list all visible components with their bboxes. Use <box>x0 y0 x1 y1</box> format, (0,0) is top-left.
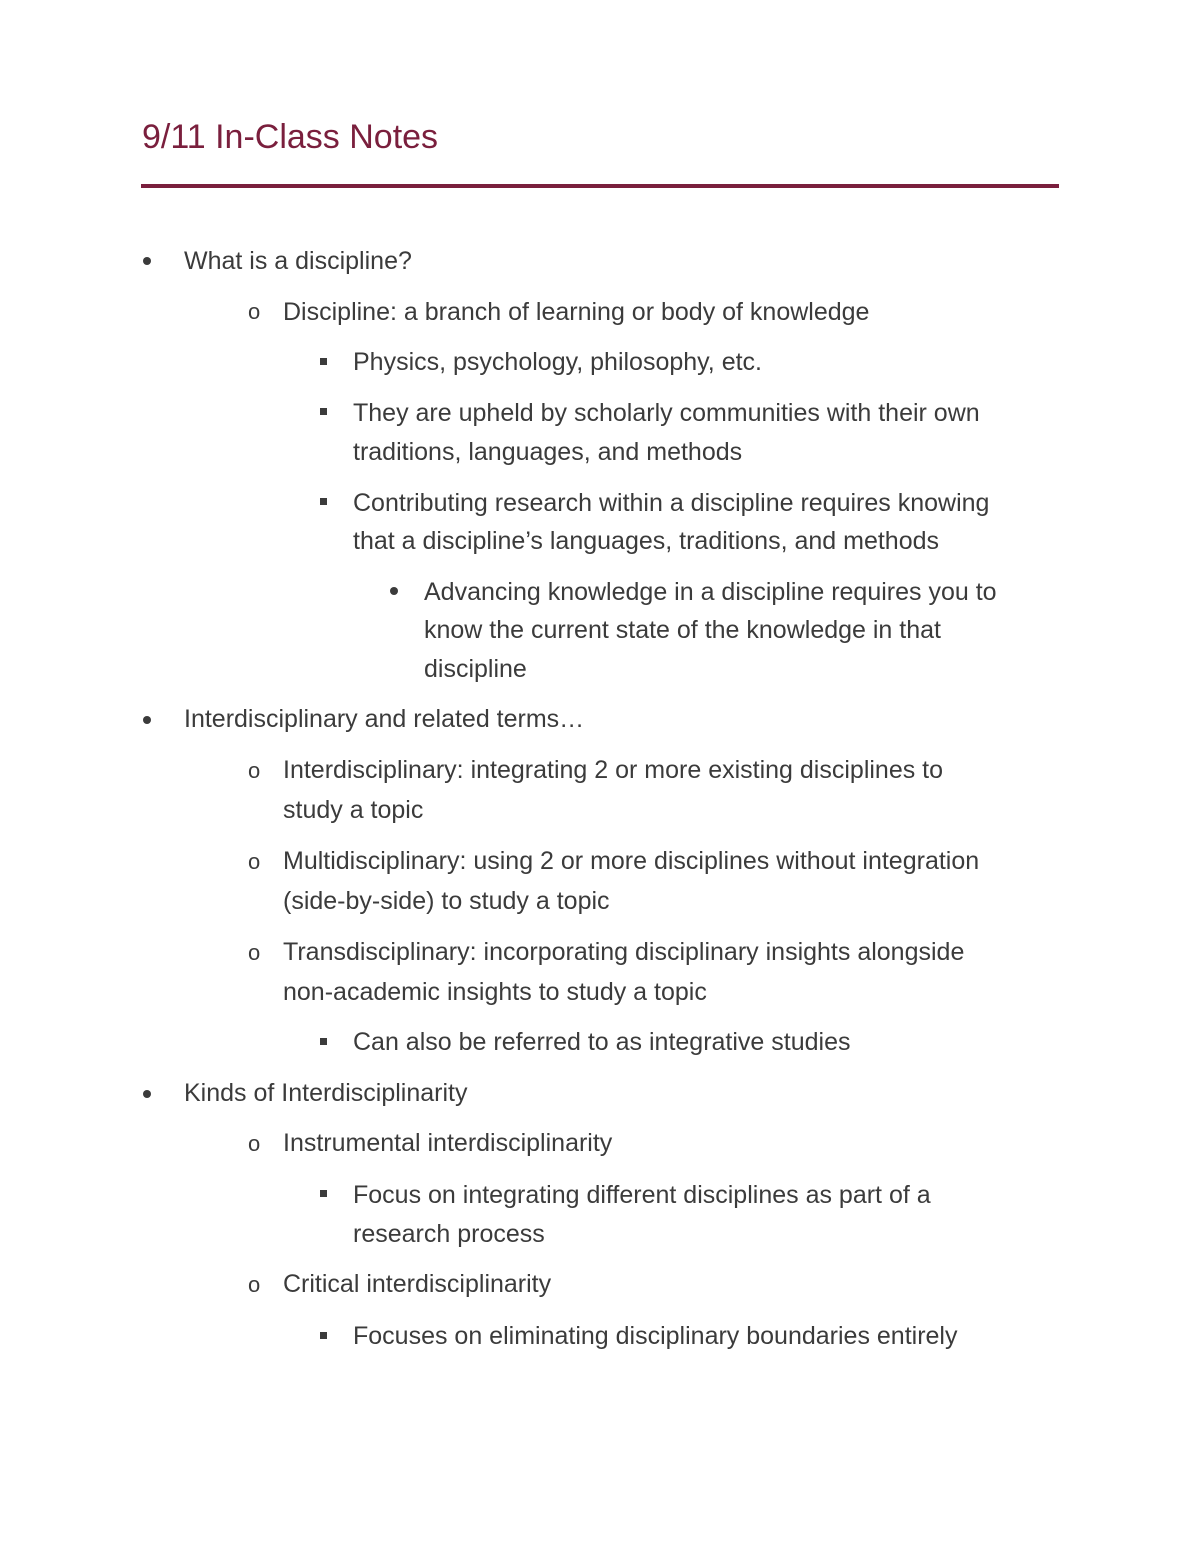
list-item-text: know the current state of the knowledge in that <box>424 616 941 644</box>
list-item-text: that a discipline’s languages, traditions, and methods <box>353 527 940 555</box>
bullet-square <box>320 1038 327 1045</box>
bullet-disc <box>143 716 151 724</box>
list-item-text: (side-by-side) to study a topic <box>283 887 610 915</box>
list-item-text: Can also be referred to as integrative studies <box>353 1028 851 1056</box>
bullet-disc <box>143 257 151 265</box>
page-title: 9/11 In-Class Notes <box>142 118 439 156</box>
list-item-text: Contributing research within a discipline requires knowing <box>353 489 990 517</box>
list-item-text: discipline <box>424 655 527 683</box>
list-item-text: Instrumental interdisciplinarity <box>283 1129 613 1157</box>
list-item-text: traditions, languages, and methods <box>353 438 743 466</box>
bullet-circle: o <box>248 758 261 783</box>
list-item-text: non-academic insights to study a topic <box>283 978 707 1006</box>
list-item-text: Physics, psychology, philosophy, etc. <box>353 348 762 376</box>
list-item-text: Discipline: a branch of learning or body of knowledge <box>283 298 870 326</box>
bullet-square <box>320 1190 327 1197</box>
bullet-square <box>320 498 327 505</box>
list-item-text: research process <box>353 1220 545 1248</box>
list-item-text: Interdisciplinary: integrating 2 or more existing disciplines to <box>283 756 944 784</box>
bullet-square <box>320 1332 327 1339</box>
bullet-square <box>320 408 327 415</box>
list-item-text: They are upheld by scholarly communities with their own <box>353 399 980 427</box>
bullet-circle: o <box>248 940 261 965</box>
bullet-circle: o <box>248 299 261 324</box>
list-item-text: study a topic <box>283 796 424 824</box>
list-item-text: What is a discipline? <box>184 247 412 275</box>
bullet-disc <box>390 587 398 595</box>
list-item-text: Focuses on eliminating disciplinary boundaries entirely <box>353 1322 958 1350</box>
list-item-text: Critical interdisciplinarity <box>283 1270 552 1298</box>
list-item-text: Kinds of Interdisciplinarity <box>184 1079 468 1107</box>
bullet-circle: o <box>248 1131 261 1156</box>
title-underline <box>141 184 1059 188</box>
bullet-circle: o <box>248 1272 261 1297</box>
list-item-text: Advancing knowledge in a discipline requires you to <box>424 578 997 606</box>
list-item-text: Focus on integrating different disciplines as part of a <box>353 1181 931 1209</box>
bullet-disc <box>143 1090 151 1098</box>
bullet-circle: o <box>248 849 261 874</box>
bullet-square <box>320 358 327 365</box>
list-item-text: Transdisciplinary: incorporating disciplinary insights alongside <box>283 938 965 966</box>
list-item-text: Multidisciplinary: using 2 or more disciplines without integration <box>283 847 980 875</box>
list-item-text: Interdisciplinary and related terms… <box>184 705 585 733</box>
